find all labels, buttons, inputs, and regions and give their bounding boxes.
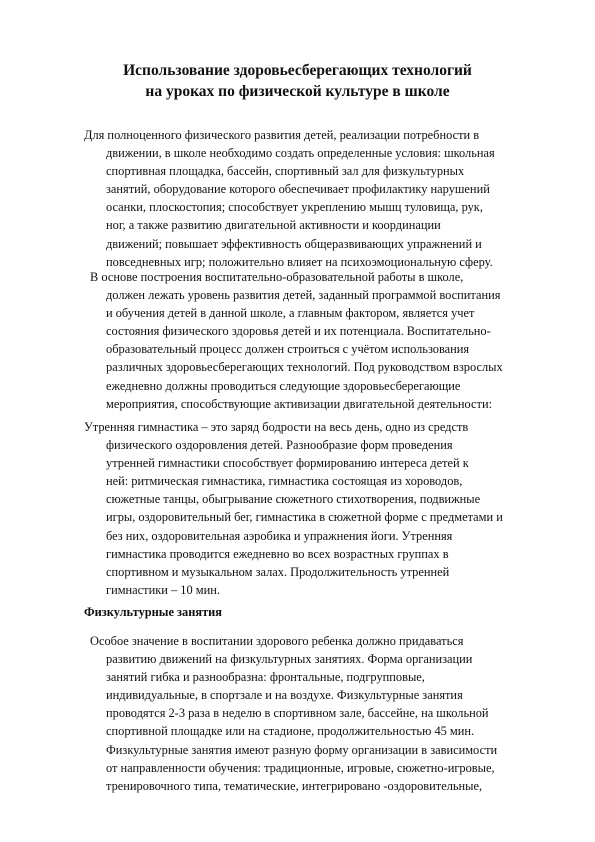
title-line-2: на уроках по физической культуре в школе	[145, 83, 450, 100]
text-line: гимнастики – 10 мин.	[106, 582, 220, 597]
text-line: Особое значение в воспитании здорового ребенка должно придаваться	[90, 634, 464, 648]
text-line: повседневных игр; положительно влияет на психоэмоциональную сферу.	[106, 254, 493, 269]
section-heading: Физкультурные занятия	[84, 605, 223, 619]
text-line: гимнастика проводится ежедневно во всех возрастных группах в	[106, 546, 449, 561]
text-line: занятий, оборудование которого обеспечивает профилактику нарушений	[106, 182, 490, 197]
paragraph-physical-classes	[84, 632, 554, 795]
text-line: В основе построения воспитательно-образовательной работы в школе,	[90, 270, 464, 284]
text-line: проводятся 2-3 раза в неделю в спортивном зале, бассейне, на школьной	[106, 706, 489, 721]
text-line: без них, оздоровительная аэробика и упражнения йоги. Утренняя	[106, 528, 453, 543]
text-line: спортивной площадке или на стадионе, продолжительностью 45 мин.	[106, 724, 475, 739]
text-line: ног, а также развитию двигательной активности и координации	[106, 218, 441, 233]
text-line: спортивном и музыкальном залах. Продолжительность утренней	[106, 564, 450, 579]
text-line: игры, оздоровительный бег, гимнастика в сюжетной форме с предметами и	[106, 510, 503, 525]
text-line: Утренняя гимнастика – это заряд бодрости на весь день, одно из средств	[84, 420, 469, 434]
document-title	[0, 60, 595, 102]
text-line: индивидуальные, в спортзале и на воздухе. Физкультурные занятия	[106, 688, 463, 703]
text-line: от направленности обучения: традиционные, игровые, сюжетно-игровые,	[106, 760, 495, 775]
text-line: ежедневно должны проводиться следующие здоровьесберегающие	[106, 378, 461, 393]
text-line: образовательный процесс должен строиться с учётом использования	[106, 342, 470, 357]
text-line: ней: ритмическая гимнастика, гимнастика состоящая из хороводов,	[106, 474, 463, 489]
text-line: сюжетные танцы, обыгрывание сюжетного стихотворения, подвижные	[106, 492, 481, 507]
paragraph-morning-exercises	[84, 418, 554, 599]
text-line: занятий гибка и разнообразна: фронтальные, подгрупповые,	[106, 670, 425, 685]
text-line: развитию движений на физкультурных занятиях. Форма организации	[106, 652, 473, 667]
text-line: движений; повышает эффективность общеразвивающих упражнений и	[106, 236, 482, 251]
text-line: спортивная площадка, бассейн, спортивный зал для физкультурных	[106, 164, 465, 179]
text-line: движении, в школе необходимо создать определенные условия: школьная	[106, 146, 495, 161]
text-line: различных здоровьесберегающих технологий. Под руководством взрослых	[106, 360, 503, 375]
text-line: осанки, плоскостопия; способствует укреплению мышц туловища, рук,	[106, 200, 483, 215]
text-line: Для полноценного физического развития детей, реализации потребности в	[84, 128, 480, 142]
text-line: и обучения детей в данной школе, а главным фактором, является учет	[106, 306, 475, 321]
text-line: состояния физического здоровья детей и их потенциала. Воспитательно-	[106, 324, 491, 339]
text-line: физического оздоровления детей. Разнообразие форм проведения	[106, 438, 453, 453]
title-line-1: Использование здоровьесберегающих технологий	[123, 62, 472, 79]
text-line: должен лежать уровень развития детей, заданный программой воспитания	[106, 288, 501, 303]
paragraph-conditions	[84, 126, 554, 271]
text-line: тренировочного типа, тематические, интегрировано -оздоровительные,	[106, 778, 483, 793]
text-line: утренней гимнастики способствует формированию интереса детей к	[106, 456, 469, 471]
text-line: мероприятия, способствующие активизации двигательной деятельности:	[106, 396, 493, 411]
paragraph-educational-work	[84, 268, 554, 413]
text-line: Физкультурные занятия имеют разную форму организации в зависимости	[106, 742, 498, 757]
